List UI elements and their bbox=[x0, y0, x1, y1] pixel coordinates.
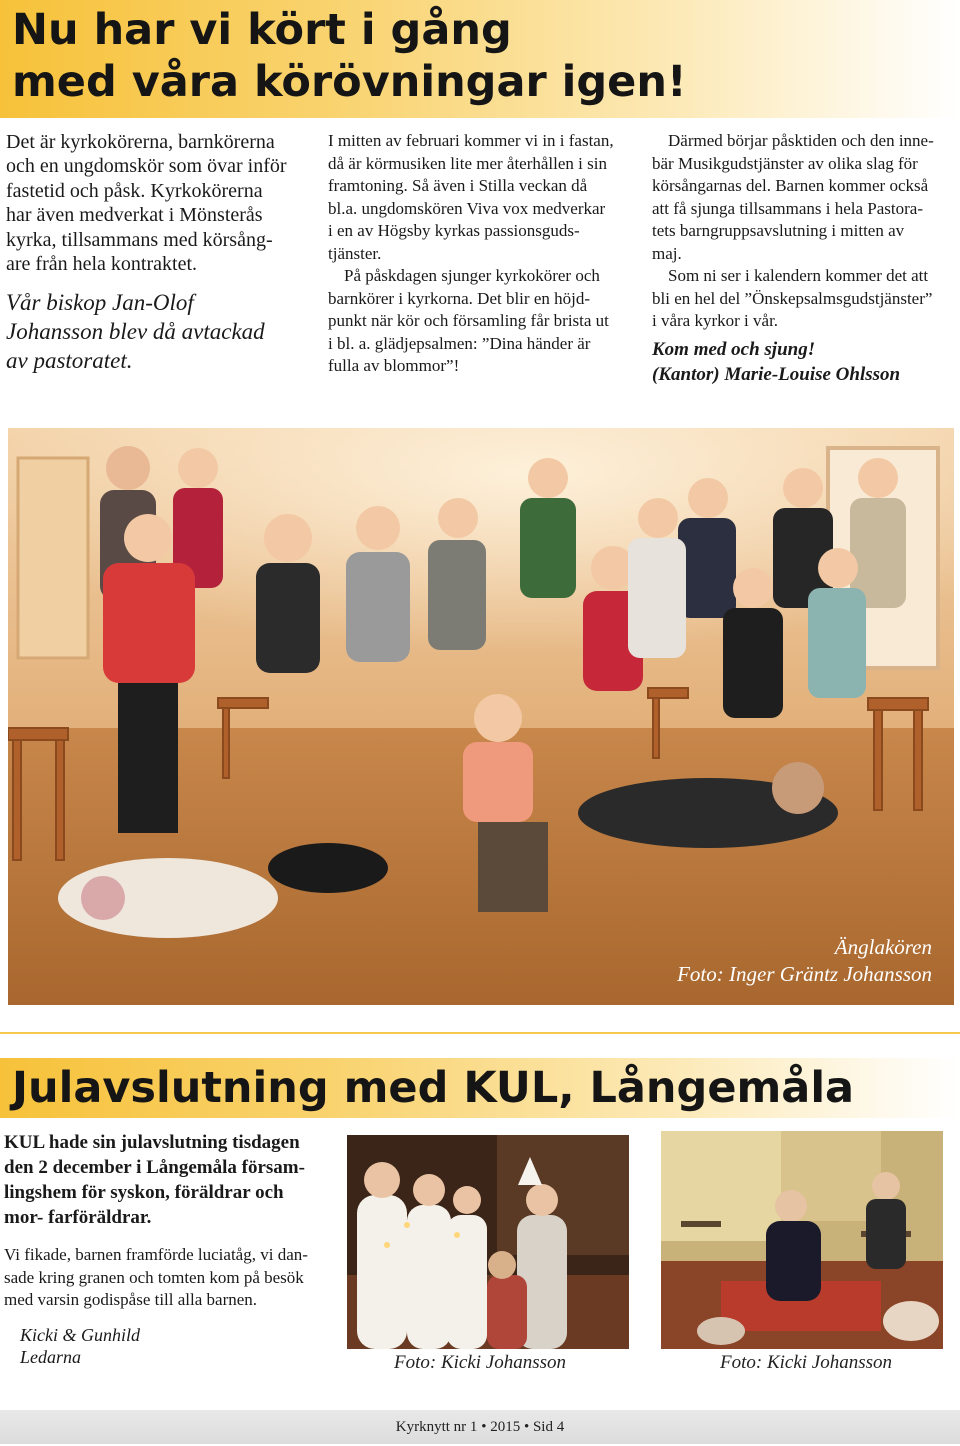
easter-paragraph bbox=[328, 265, 638, 378]
intro-text bbox=[6, 130, 306, 276]
text-line: mor- farföräldrar. bbox=[4, 1207, 152, 1228]
text-line: Som ni ser i kalendern kommer det att bbox=[668, 266, 929, 285]
headline-banner bbox=[0, 0, 960, 118]
text-line: lingshem för syskon, föräldrar och bbox=[4, 1182, 284, 1203]
text-line: Därmed börjar påsktiden och den inne- bbox=[668, 131, 934, 150]
text-line: med varsin godispåse till alla barnen. bbox=[4, 1290, 258, 1309]
lent-paragraph bbox=[328, 130, 638, 265]
signature-names: Kicki & Gunhild bbox=[20, 1324, 140, 1345]
signature-role: Ledarna bbox=[20, 1347, 82, 1367]
kul-lead bbox=[4, 1130, 334, 1230]
choir-photo-image bbox=[8, 428, 954, 1005]
intro-line: har även medverkat i Mönsterås bbox=[6, 204, 263, 227]
bishop-line: av pastoratet. bbox=[6, 348, 133, 374]
santa-photo-image bbox=[661, 1131, 943, 1349]
text-line: bär Musikgudstjänster av olika slag för bbox=[652, 153, 918, 173]
text-line: tjänster. bbox=[328, 243, 382, 263]
body-column-3 bbox=[652, 130, 958, 387]
intro-line: och en ungdomskör som övar inför bbox=[6, 155, 287, 178]
section-divider bbox=[0, 1032, 960, 1034]
text-line: fulla av blommor”! bbox=[328, 356, 460, 375]
text-line: bli en hel del ”Önskepsalmsgudstjänster” bbox=[652, 288, 933, 308]
santa-photo bbox=[661, 1131, 943, 1349]
santa-photo-caption: Foto: Kicki Johansson bbox=[720, 1352, 893, 1373]
choir-photo-caption bbox=[677, 934, 932, 988]
headline-banner-2 bbox=[0, 1058, 960, 1118]
publication-name: Kyrknytt nr 1 bbox=[395, 1419, 478, 1435]
bishop-note bbox=[6, 288, 306, 375]
signoff-slogan: Kom med och sjung! bbox=[652, 338, 816, 360]
lucia-photo-caption: Foto: Kicki Johansson bbox=[394, 1352, 567, 1373]
headline bbox=[12, 4, 687, 108]
intro-line: fastetid och påsk. Kyrkokörerna bbox=[6, 179, 263, 202]
page-footer bbox=[0, 1410, 960, 1444]
text-line: framtoning. Så även i Stilla veckan då bbox=[328, 176, 588, 195]
eastertide-paragraph bbox=[652, 130, 958, 265]
kul-body bbox=[4, 1244, 334, 1312]
text-line: punkt när kör och församling får brista ut bbox=[328, 311, 609, 330]
text-line: Vi fikade, barnen framförde luciatåg, vi dan- bbox=[4, 1245, 308, 1264]
kul-column bbox=[4, 1130, 334, 1369]
headline-line-1: Nu har vi kört i gång bbox=[12, 5, 512, 55]
photo-credit: Foto: Inger Gräntz Johansson bbox=[677, 962, 932, 986]
text-line: maj. bbox=[652, 243, 682, 263]
lucia-photo bbox=[347, 1135, 629, 1349]
body-column-2 bbox=[328, 130, 638, 378]
text-line: i bl. a. glädjepsalmen: ”Dina händer är bbox=[328, 333, 591, 353]
page-number: Sid 4 bbox=[532, 1419, 565, 1435]
text-line: att få sjunga tillsammans i hela Pastora- bbox=[652, 198, 923, 218]
intro-line: are från hela kontraktet. bbox=[6, 253, 198, 276]
bishop-line: Vår biskop Jan-Olof bbox=[6, 290, 194, 316]
text-line: I mitten av februari kommer vi in i fastan, bbox=[328, 131, 614, 150]
headline-2: Julavslutning med KUL, Långemåla bbox=[12, 1063, 855, 1113]
text-line: barnkörer i kyrkorna. Det blir en höjd- bbox=[328, 288, 590, 308]
text-line: sade kring granen och tomten kom på besök bbox=[4, 1267, 304, 1287]
calendar-paragraph bbox=[652, 265, 958, 333]
intro-column bbox=[6, 130, 306, 375]
publication-year: 2015 bbox=[490, 1419, 521, 1435]
signoff bbox=[652, 337, 958, 387]
text-line: körsångarnas del. Barnen kommer också bbox=[652, 176, 929, 195]
choir-photo bbox=[8, 428, 954, 1005]
headline-line-2: med våra körövningar igen! bbox=[12, 57, 687, 107]
intro-line: kyrka, tillsammans med körsång- bbox=[6, 228, 273, 251]
text-line: i en av Högsby kyrkas passionsguds- bbox=[328, 221, 580, 240]
text-line: i våra kyrkor i vår. bbox=[652, 311, 779, 330]
text-line: På påskdagen sjunger kyrkokörer och bbox=[344, 266, 600, 285]
text-line: tets barngruppsavslutning i mitten av bbox=[652, 221, 905, 240]
signoff-author: (Kantor) Marie-Louise Ohlsson bbox=[652, 363, 901, 385]
footer-separator: • bbox=[481, 1419, 487, 1435]
kul-signature bbox=[20, 1324, 334, 1369]
lucia-photo-image bbox=[347, 1135, 629, 1349]
text-line: den 2 december i Långemåla försam- bbox=[4, 1157, 305, 1178]
intro-line: Det är kyrkokörerna, barnkörerna bbox=[6, 131, 275, 153]
text-line: då är körmusiken lite mer återhållen i sin bbox=[328, 153, 607, 173]
footer-separator: • bbox=[523, 1419, 530, 1435]
text-line: bl.a. ungdomskören Viva vox medverkar bbox=[328, 198, 606, 218]
text-line: KUL hade sin julavslutning tisdagen bbox=[4, 1132, 300, 1153]
bishop-line: Johansson blev då avtackad bbox=[6, 319, 265, 345]
choir-name: Änglakören bbox=[834, 935, 932, 959]
